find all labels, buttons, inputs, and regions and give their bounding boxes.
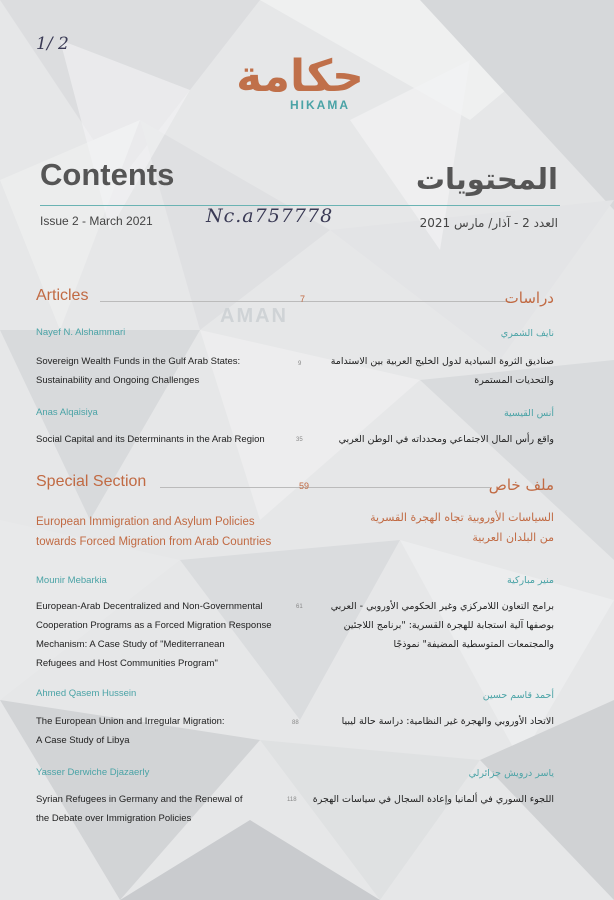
special-section-feature-title-english: European Immigration and Asylum Policies towards Forced Migration from Arab Countries [36,516,272,548]
entry-title-arabic: اللجوء السوري في ألمانيا وإعادة السجال في سياسات الهجرة [312,794,554,805]
entry-author-english: Ahmed Qasem Hussein [36,688,137,699]
entry-page-number: 61 [296,604,303,610]
entry-title-arabic: برامج التعاون اللامركزي وغير الحكومي الأوروبي - العربي بوصفها آلية استجابة للهجرة القسرية: "برنامج اللاجئين والمجتمعات المتوسطية المضيفة" نموذجًا [330,601,554,650]
entry-author-arabic: نايف الشمري [500,328,554,339]
entry-author-english: Mounir Mebarkia [36,575,107,586]
handwritten-page-mark: 1/ 2 [36,34,69,54]
special-section-feature-title-arabic: السياسات الأوروبية تجاه الهجرة القسرية من البلدان العربية [370,511,554,544]
entry-title-arabic: الاتحاد الأوروبي والهجرة غير النظامية: دراسة حالة ليبيا [341,716,554,727]
section-articles-english: Articles [36,287,89,304]
section-special-english: Special Section [36,473,147,490]
logo-arabic-wordmark: حكامة [236,51,364,102]
entry-title-english: Syrian Refugees in Germany and the Renewal of the Debate over Immigration Policies [36,794,243,824]
entry-author-arabic: ياسر درويش جزائرلي [468,768,554,779]
entry-title-arabic: واقع رأس المال الاجتماعي ومحدداته في الوطن العربي [338,434,554,445]
page-title-english: Contents [40,157,175,192]
entry-title-arabic: صناديق الثروة السيادية لدول الخليج العربية بين الاستدامة والتحديات المستمرة [330,356,554,386]
entry-title-english: Sovereign Wealth Funds in the Gulf Arab States: Sustainability and Ongoing Challenges [36,356,241,386]
entry-page-number: 9 [298,361,302,367]
issue-info-english: Issue 2 - March 2021 [40,214,153,228]
entry-page-number: 88 [292,720,299,726]
issue-info-arabic: العدد 2 - آذار/ مارس 2021 [419,216,558,230]
entry-page-number: 35 [296,437,303,443]
entry-author-english: Yasser Derwiche Djazaerly [36,767,150,778]
entry-author-english: Nayef N. Alshammari [36,327,126,338]
section-special-arabic: ملف خاص [488,476,554,494]
entry-title-english: European-Arab Decentralized and Non-Governmental Cooperation Programs as a Forced Migration Response Mechanism: A Case Study of "Mediterranean Refugees and Host Communities Program" [36,601,272,669]
entry-title-english: Social Capital and its Determinants in the Arab Region [36,434,265,445]
page-title-arabic: المحتويات [415,162,558,196]
entry-author-arabic: منير مباركية [506,575,554,586]
section-special-rule [160,487,490,488]
entry-author-arabic: أحمد قاسم حسين [482,690,554,701]
header-divider [40,205,560,206]
entry-page-number: 118 [287,797,297,803]
handwritten-catalog-number: Nc.a757778 [206,205,334,227]
entry-author-english: Anas Alqaisiya [36,407,98,418]
entry-title-english: The European Union and Irregular Migration: A Case Study of Libya [36,716,225,746]
journal-logo [200,52,400,112]
logo-latin-wordmark: HIKAMA [290,98,350,112]
section-special-page: 59 [299,481,310,491]
section-articles-page: 7 [300,294,306,304]
background-watermark: AMAN [220,305,288,327]
entry-author-arabic: أنس القيسية [503,408,554,419]
section-articles-arabic: دراسات [504,289,554,307]
